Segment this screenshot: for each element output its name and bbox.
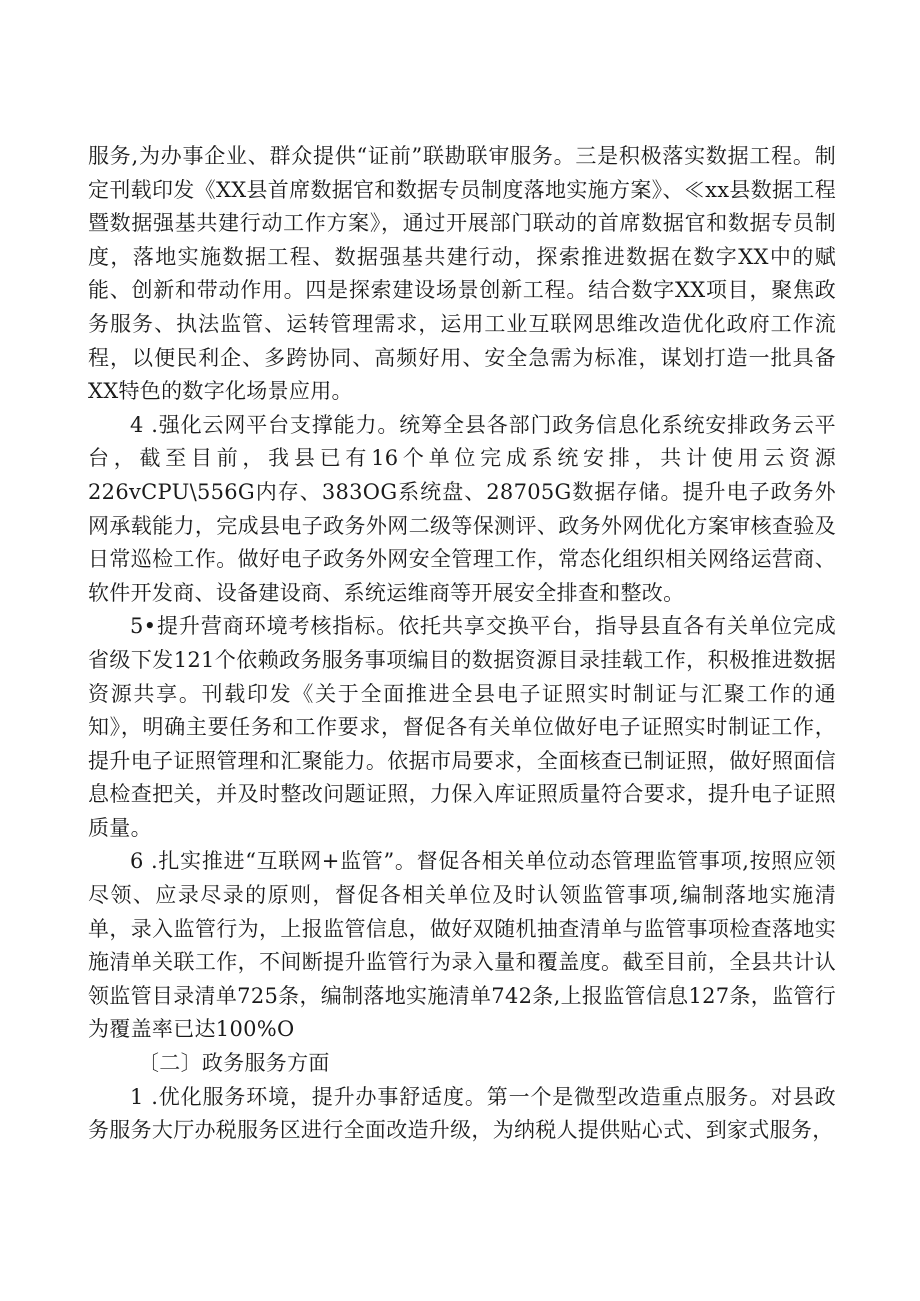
paragraph-internet-supervision: 6 .扎实推进“互联网+监管”。督促各相关单位动态管理监管事项,按照应领尽领、应录尽录的原则，督促各相关单位及时认领监管事项,编制落地实施清单，录入监管行为，上报监管信息，做好双随机抽查清单与监管事项检查落地实施清单关联工作，不间断提升监管行为录入量和覆盖度。截至目前，全县共计认领监管目录清单725条，编制落地实施清单742条,上报监管信息127条，监管行为覆盖率已达100%O	[88, 849, 836, 1042]
paragraph-service-environment: 1 .优化服务环境，提升办事舒适度。第一个是微型改造重点服务。对县政务服务大厅办税服务区进行全面改造升级，为纳税人提供贴心式、到家式服务，	[88, 1084, 836, 1143]
section-heading-government-services: 〔二〕政务服务方面	[138, 1051, 330, 1076]
document-body	[88, 140, 836, 1148]
paragraph-cloud-platform: 4 .强化云网平台支撑能力。统筹全县各部门政务信息化系统安排政务云平台，截至目前，我县已有16个单位完成系统安排，共计使用云资源226vCPU\556G内存、383OG系统盘、28705G数据存储。提升电子政务外网承载能力，完成县电子政务外网二级等保测评、政务外网优化方案审核查验及日常巡检工作。做好电子政务外网安全管理工作，常态化组织相关网络运营商、软件开发商、设备建设商、系统运维商等开展安全排查和整改。	[88, 412, 836, 605]
paragraph-business-environment: 5•提升营商环境考核指标。依托共享交换平台，指导县直各有关单位完成省级下发121个依赖政务服务事项编目的数据资源目录挂载工作，积极推进数据资源共享。刊载印发《关于全面推进全县电子证照实时制证与汇聚工作的通知》，明确主要任务和工作要求，督促各有关单位做好电子证照实时制证工作，提升电子证照管理和汇聚能力。依据市局要求，全面核查已制证照，做好照面信息检查把关，并及时整改问题证照，力保入库证照质量符合要求，提升电子证照质量。	[88, 614, 836, 840]
paragraph-data-engineering: 服务,为办事企业、群众提供“证前”联勘联审服务。三是积极落实数据工程。制定刊载印发《XX县首席数据官和数据专员制度落地实施方案》、≪xx县数据工程暨数据强基共建行动工作方案》，通过开展部门联动的首席数据官和数据专员制度，落地实施数据工程、数据强基共建行动，探索推进数据在数字XX中的赋能、创新和带动作用。四是探索建设场景创新工程。结合数字XX项目，聚焦政务服务、执法监管、运转管理需求，运用工业互联网思维改造优化政府工作流程，以便民利企、多跨协同、高频好用、安全急需为标准，谋划打造一批具备XX特色的数字化场景应用。	[88, 144, 836, 404]
